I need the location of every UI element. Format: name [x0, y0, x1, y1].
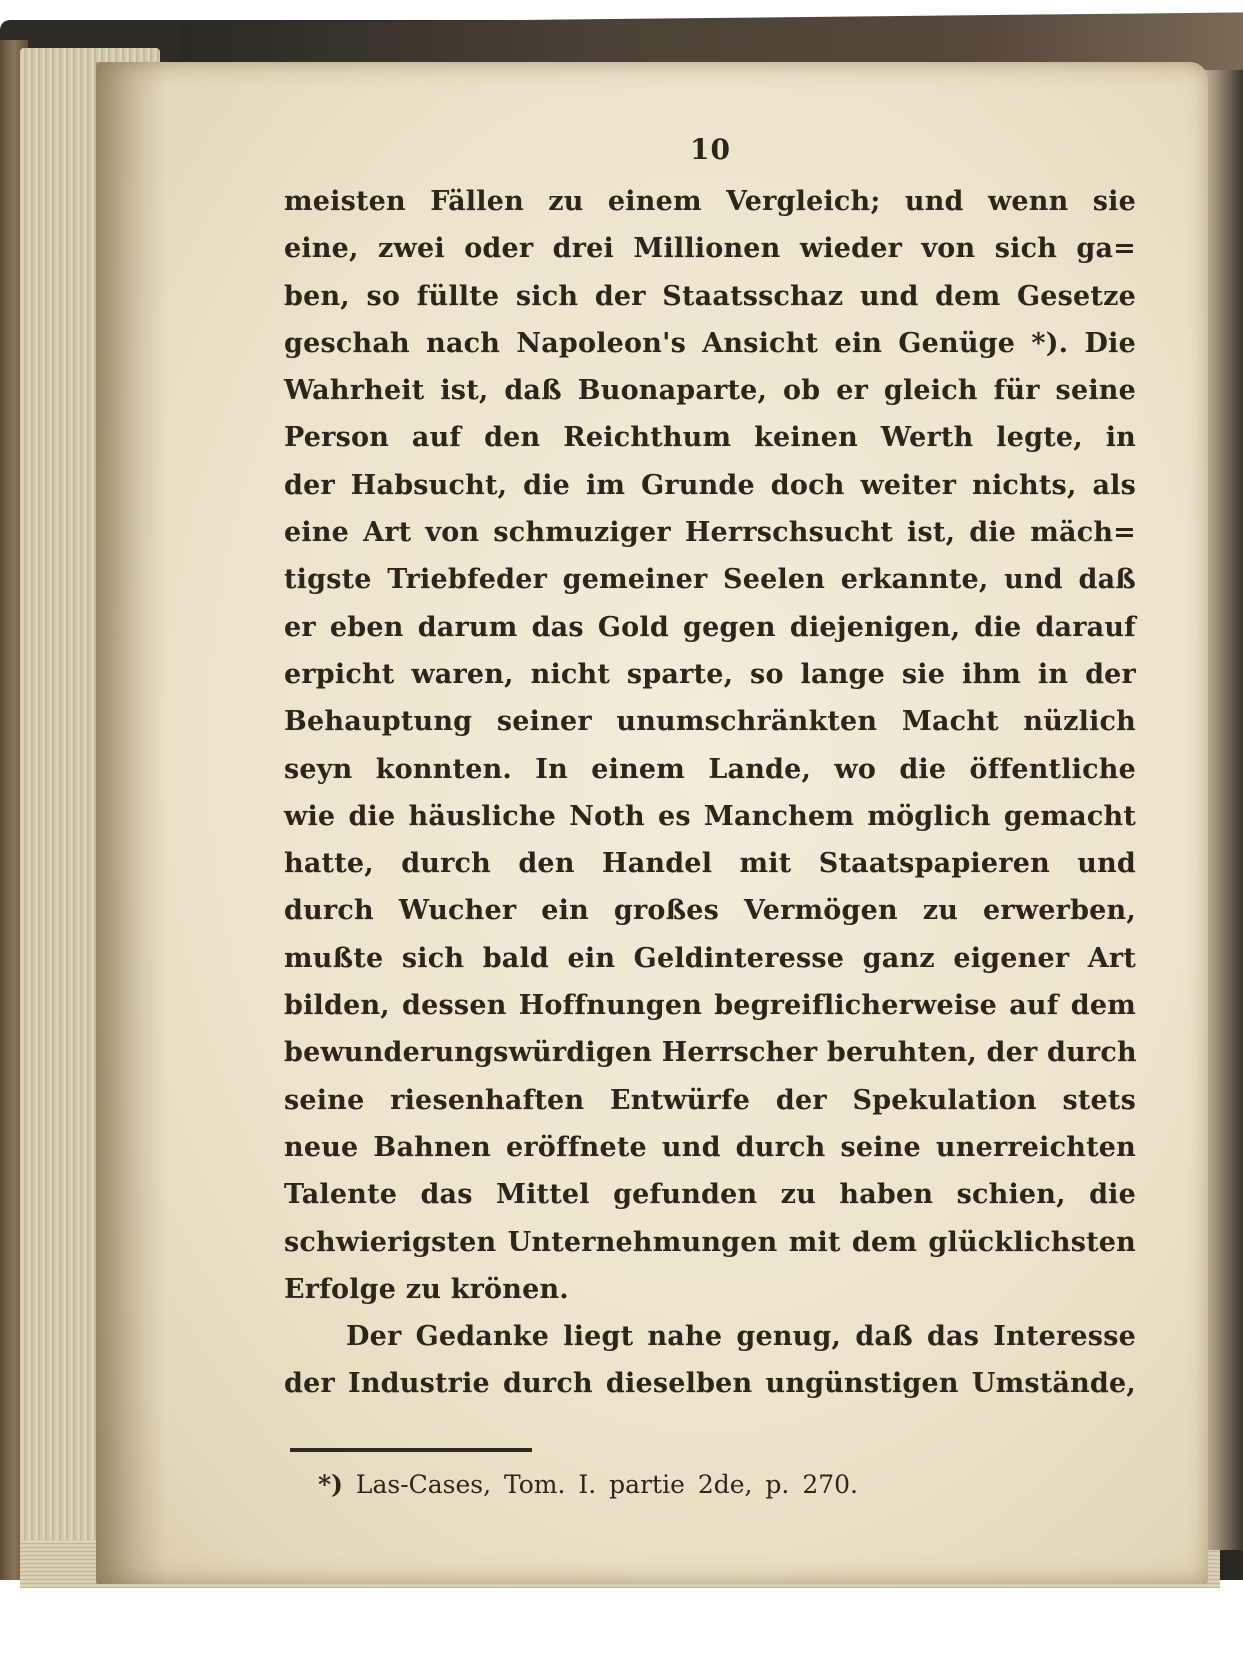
- text-line: schwierigsten Unternehmungen mit dem glücklichsten: [284, 1226, 1136, 1258]
- footnote-rule: [290, 1448, 532, 1452]
- text-line: tigste Triebfeder gemeiner Seelen erkannte, und daß: [284, 564, 1136, 596]
- text-line: Erfolge zu krönen.: [284, 1273, 569, 1305]
- text-line: geschah nach Napoleon's Ansicht ein Genüge *). Die: [284, 327, 1136, 359]
- text-line: durch Wucher ein großes Vermögen zu erwerben,: [284, 895, 1136, 927]
- text-line: bewunderungswürdigen Herrscher beruhten, der durch: [284, 1037, 1137, 1069]
- text-line: bilden, dessen Hoffnungen begreiflicherweise auf dem: [284, 990, 1136, 1022]
- text-line: Talente das Mittel gefunden zu haben schien, die: [284, 1179, 1136, 1211]
- text-line: Behauptung seiner unumschränkten Macht nüzlich: [284, 706, 1136, 738]
- text-line: hatte, durch den Handel mit Staatspapieren und: [284, 848, 1136, 880]
- footnote-text: Las-Cases, Tom. I. partie 2de, p. 270.: [355, 1470, 858, 1499]
- text-line: der Industrie durch dieselben ungünstigen Umstände,: [284, 1368, 1136, 1400]
- body-text: [284, 178, 1136, 1408]
- page-number: 10: [690, 133, 731, 166]
- text-line: eine Art von schmuziger Herrschsucht ist, die mäch=: [284, 517, 1136, 549]
- text-line: Person auf den Reichthum keinen Werth legte, in: [284, 422, 1136, 454]
- text-line: wie die häusliche Noth es Manchem möglich gemacht: [284, 800, 1136, 832]
- text-line: ben, so füllte sich der Staatsschaz und dem Gesetze: [284, 280, 1136, 312]
- text-line: neue Bahnen eröffnete und durch seine unerreichten: [284, 1131, 1136, 1163]
- text-line: Der Gedanke liegt nahe genug, daß das Interesse: [346, 1321, 1136, 1353]
- text-line: eine, zwei oder drei Millionen wieder von sich ga=: [284, 233, 1136, 265]
- footnote-mark: *): [318, 1470, 343, 1499]
- text-line: Wahrheit ist, daß Buonaparte, ob er gleich für seine: [284, 375, 1136, 407]
- footnote: [318, 1470, 858, 1499]
- text-line: er eben darum das Gold gegen diejenigen, die darauf: [284, 611, 1136, 643]
- text-line: seyn konnten. In einem Lande, wo die öffentliche: [284, 753, 1136, 785]
- text-line: erpicht waren, nicht sparte, so lange sie ihm in der: [284, 658, 1136, 690]
- text-line: seine riesenhaften Entwürfe der Spekulation stets: [284, 1084, 1136, 1116]
- text-line: meisten Fällen zu einem Vergleich; und wenn sie: [284, 186, 1136, 217]
- text-line: der Habsucht, die im Grunde doch weiter nichts, als: [284, 469, 1136, 501]
- text-line: mußte sich bald ein Geldinteresse ganz eigener Art: [284, 942, 1136, 974]
